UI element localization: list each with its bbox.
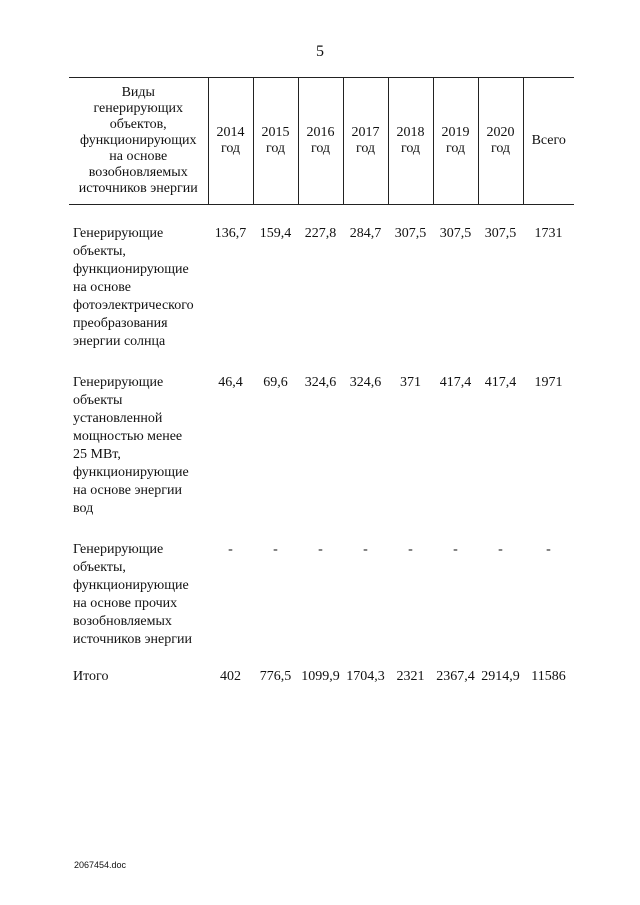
cell-value: 227,8 — [304, 226, 337, 241]
cell-value: - — [273, 542, 278, 557]
cell-value: 46,4 — [218, 375, 243, 390]
document-filename: 2067454.doc — [74, 860, 127, 870]
cell-value: - — [318, 542, 323, 557]
cell-total: 1731 — [534, 226, 563, 241]
cell-value: 159,4 — [259, 226, 292, 241]
cell-value: 136,7 — [214, 226, 247, 241]
header-object-type: Виды генерирующих объектов, функционирующих на основе возобновляемых источников энергии — [69, 78, 208, 205]
cell-value: 1099,9 — [301, 669, 340, 684]
cell-value: 2914,9 — [481, 669, 520, 684]
cell-value: - — [408, 542, 413, 557]
row-label: Генерирующие объекты установленной мощностью менее 25 МВт, функционирующие на основе энергии вод — [73, 375, 189, 516]
row-label: Итого — [73, 669, 109, 684]
cell-total: - — [546, 542, 551, 557]
cell-value: 371 — [400, 375, 421, 390]
cell-value: 402 — [220, 669, 241, 684]
header-year-2017: 2017 год — [343, 78, 388, 205]
cell-value: 776,5 — [259, 669, 292, 684]
table-row-total — [69, 649, 574, 686]
header-year-2015: 2015 год — [253, 78, 298, 205]
cell-value: - — [498, 542, 503, 557]
cell-value: 417,4 — [484, 375, 517, 390]
cell-total: 1971 — [534, 375, 563, 390]
cell-value: 324,6 — [349, 375, 382, 390]
data-table — [69, 77, 574, 686]
row-label: Генерирующие объекты, функционирующие на основе фотоэлектрического преобразования энергии солнца — [73, 226, 194, 349]
table-row — [69, 518, 574, 649]
page-number: 5 — [316, 43, 324, 60]
cell-value: - — [228, 542, 233, 557]
cell-value: - — [453, 542, 458, 557]
header-year-2020: 2020 год — [478, 78, 523, 205]
cell-value: - — [363, 542, 368, 557]
header-year-2018: 2018 год — [388, 78, 433, 205]
row-label: Генерирующие объекты, функционирующие на основе прочих возобновляемых источников энергии — [73, 542, 192, 647]
cell-value: 307,5 — [439, 226, 472, 241]
table-row — [69, 205, 574, 352]
header-year-2019: 2019 год — [433, 78, 478, 205]
cell-value: 1704,3 — [346, 669, 385, 684]
cell-total: 11586 — [531, 669, 566, 684]
cell-value: 324,6 — [304, 375, 337, 390]
table-row — [69, 351, 574, 518]
header-year-2016: 2016 год — [298, 78, 343, 205]
cell-value: 2367,4 — [436, 669, 475, 684]
header-total: Всего — [523, 78, 574, 205]
cell-value: 307,5 — [394, 226, 427, 241]
cell-value: 69,6 — [263, 375, 288, 390]
cell-value: 417,4 — [439, 375, 472, 390]
header-year-2014: 2014 год — [208, 78, 253, 205]
table-header-row — [69, 78, 574, 205]
cell-value: 307,5 — [484, 226, 517, 241]
cell-value: 2321 — [396, 669, 425, 684]
cell-value: 284,7 — [349, 226, 382, 241]
